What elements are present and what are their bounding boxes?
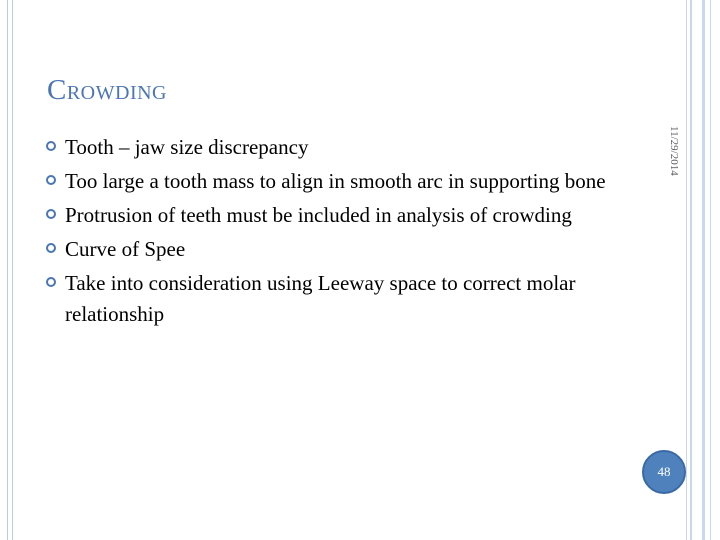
bullet-text: Curve of Spee [65, 237, 186, 261]
bullet-item [46, 132, 611, 163]
bullet-list [46, 132, 611, 333]
right-frame-line [686, 0, 687, 540]
bullet-circle-icon [46, 141, 56, 151]
bullet-text: Too large a tooth mass to align in smooth arc in supporting bone [65, 169, 606, 193]
bullet-circle-icon [46, 243, 56, 253]
bullet-item [46, 268, 611, 330]
bullet-circle-icon [46, 277, 56, 287]
bullet-item [46, 166, 611, 197]
right-frame-line [690, 0, 692, 540]
bullet-text: Take into consideration using Leeway space to correct molar relationship [65, 271, 576, 326]
bullet-circle-icon [46, 209, 56, 219]
slide-title: Crowding [47, 74, 167, 106]
bullet-text: Protrusion of teeth must be included in analysis of crowding [65, 203, 572, 227]
page-number: 48 [657, 464, 671, 479]
right-frame-line [710, 0, 711, 540]
left-frame-line [7, 0, 8, 540]
bullet-item [46, 234, 611, 265]
page-number-badge [642, 450, 686, 494]
bullet-text: Tooth – jaw size discrepancy [65, 135, 309, 159]
left-frame-line [12, 0, 13, 540]
bullet-item [46, 200, 611, 231]
right-frame-line [702, 0, 705, 540]
bullet-circle-icon [46, 175, 56, 185]
slide-date: 11/29/2014 [668, 126, 680, 176]
